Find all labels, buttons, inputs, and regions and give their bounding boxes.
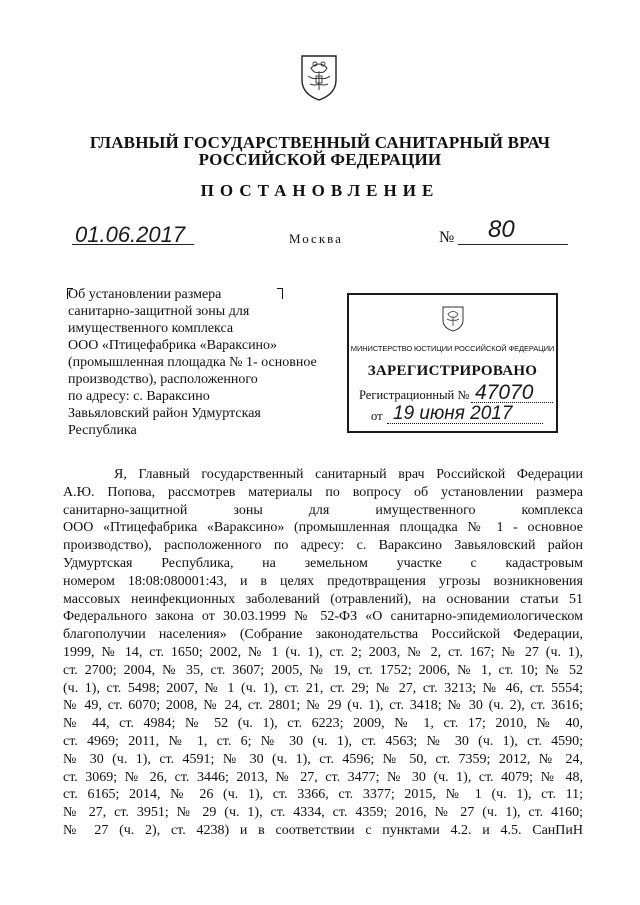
stamp-coat-of-arms-icon [439,303,467,333]
document-subject [68,286,338,439]
subject-line: санитарно-защитной зоны для [68,304,250,319]
stamp-reg-number: 47070 [475,381,534,404]
body-line: номером 18:08:080001:43, и в целях предотвращения угрозы возникновения [63,573,583,589]
subject-line: Об установлении размера [68,287,222,302]
stamp-registered: ЗАРЕГИСТРИРОВАНО [367,363,538,379]
body-line: № 27 (ч. 2), ст. 4238) и в соответствии с пунктами 4.2. и 4.5. СанПиН [63,822,583,838]
registration-stamp [347,293,558,433]
body-line: ст. 6165; 2014, № 26 (ч. 1), ст. 3366, ст. 3377; 2015, № 1 (ч. 1), ст. 11; [63,787,583,803]
body-line: ст. 3069; № 26, ст. 3446; 2013, № 27, ст. 3477; № 30 (ч. 1), ст. 4079; № 48, [63,769,583,785]
subject-line: Завьяловский район Удмуртская [68,406,261,421]
body-line: № 49, ст. 6070; 2008, № 24, ст. 2801; № 29 (ч. 1), ст. 3418; № 30 (ч. 2), ст. 3616; [63,698,583,714]
body-line: Федерального закона от 30.03.1999 № 52-ФЗ «О санитарно-эпидемиологическом [63,609,583,625]
authority-title-line1: ГЛАВНЫЙ ГОСУДАРСТВЕННЫЙ САНИТАРНЫЙ ВРАЧ [89,133,551,152]
body-line: ст. 2700; 2004, № 35, ст. 3607; 2005, № 19, ст. 1752; 2006, № 1, ст. 10; № 52 [63,662,583,678]
number-underline [458,244,568,245]
body-line: Удмуртская Республика, на земельном участке с кадастровым [63,555,583,571]
stamp-date-underline [387,423,543,424]
body-line: производство), расположенного по адресу: с. Вараксино Завьяловский район [63,538,583,554]
subject-line: производство), расположенного [68,372,258,387]
stamp-reg-label: Регистрационный № [359,388,470,402]
date-underline [72,244,194,245]
stamp-date-prefix: от [371,409,383,423]
document-city: Москва [289,231,343,246]
body-line: Я, Главный государственный санитарный врач Российской Федерации [114,467,583,482]
body-line: благополучии населения» (Собрание законодательства Российской Федерации, [63,627,583,643]
subject-line: по адресу: с. Вараксино [68,389,210,404]
stamp-ministry: МИНИСТЕРСТВО ЮСТИЦИИ РОССИЙСКОЙ ФЕДЕРАЦИИ [350,344,555,353]
stamp-date: 19 июня 2017 [393,403,513,424]
document-body [63,466,583,840]
body-line: ООО «Птицефабрика «Вараксино» (промышленная площадка № 1 - основное [63,520,583,536]
document-type: ПОСТАНОВЛЕНИЕ [200,181,440,200]
body-line: № 27, ст. 3951; № 29 (ч. 1), ст. 4334, ст. 4359; 2016, № 27 (ч. 1), ст. 4160; [63,805,583,821]
subject-line: имущественного комплекса [68,321,234,336]
body-line: массовых неинфекционных заболеваний (отравлений), на основании статьи 51 [63,591,583,607]
document-date: 01.06.2017 [75,222,186,247]
body-line: № 44, ст. 4984; № 52 (ч. 1), ст. 6223; 2009, № 1, ст. 17; 2010, № 40, [63,716,583,732]
subject-line: (промышленная площадка № 1- основное [68,355,317,370]
document-number: 80 [488,216,515,243]
body-line: № 30 (ч. 1), ст. 4591; № 30 (ч. 1), ст. 4596; № 50, ст. 7359; 2012, № 24, [63,751,583,767]
body-line: санитарно-защитной зоны для имущественного комплекса [63,502,583,518]
body-line: ст. 4969; 2011, № 1, ст. 6; № 30 (ч. 1), ст. 4563; № 30 (ч. 1), ст. 4590; [63,733,583,749]
coat-of-arms-icon [296,50,342,102]
subject-line: Республика [68,423,137,438]
subject-line: ООО «Птицефабрика «Вараксино» [68,338,278,353]
body-line: (ч. 1), ст. 5498; 2007, № 1 (ч. 1), ст. 21, ст. 29; № 27, ст. 3213; № 46, ст. 5554; [63,680,583,696]
number-sign: № [439,229,455,246]
body-line: А.Ю. Попова, рассмотрев материалы по вопросу об установлении размера [63,484,583,500]
authority-title-line2: РОССИЙСКОЙ ФЕДЕРАЦИИ [198,150,442,169]
body-line: 1999, № 14, ст. 1650; 2002, № 1 (ч. 1), ст. 2; 2003, № 2, ст. 167; № 27 (ч. 1), [63,644,583,660]
